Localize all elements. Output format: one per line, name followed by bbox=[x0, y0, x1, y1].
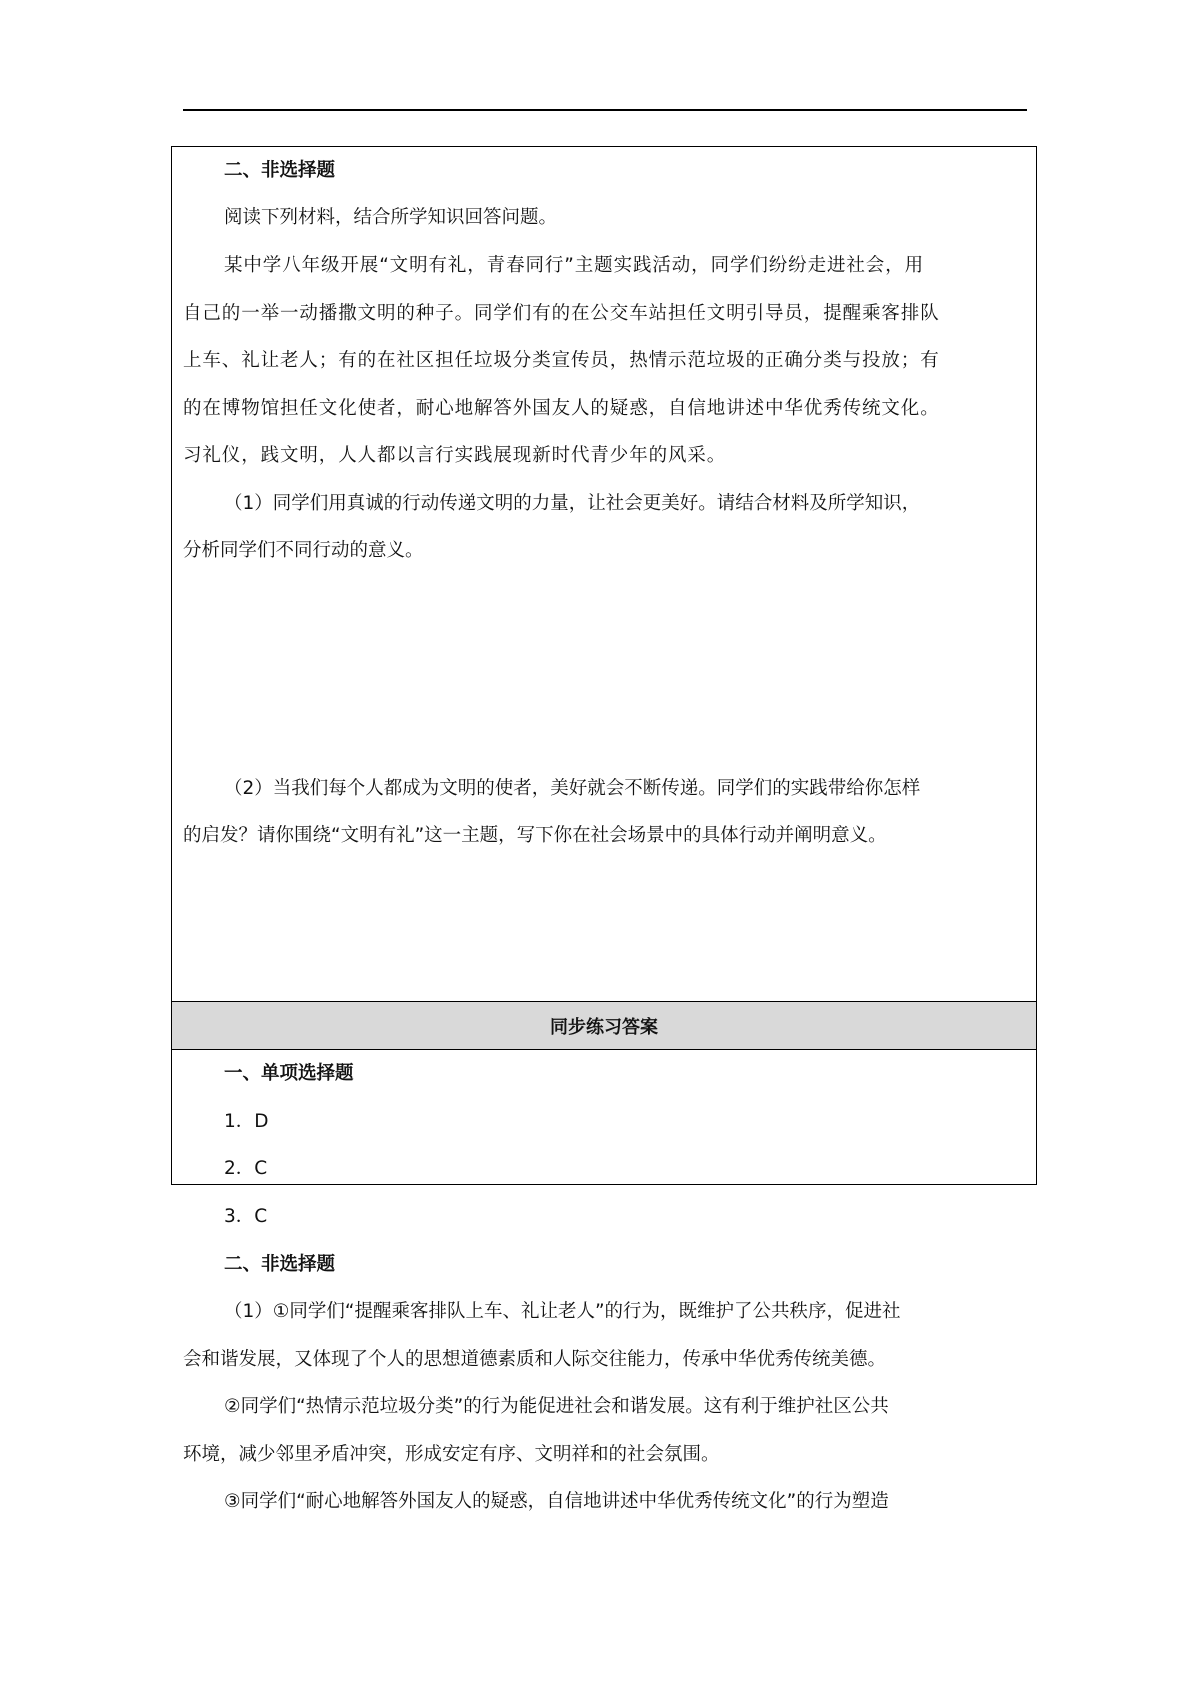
answer-line: ②同学们“热情示范垃圾分类”的行为能促进社会和谐发展。这有利于维护社区公共 bbox=[224, 1396, 889, 1417]
material-line: 的在博物馆担任文化使者，耐心地解答外国友人的疑惑，自信地讲述中华优秀传统文化。 bbox=[183, 398, 940, 419]
answer-key-title: 同步练习答案 bbox=[172, 1002, 1036, 1050]
answer-choice-item: 2．C bbox=[224, 1158, 268, 1179]
material-line: 上车、礼让老人；有的在社区担任垃圾分类宣传员，热情示范垃圾的正确分类与投放；有 bbox=[183, 350, 940, 371]
answer-choice-item: 3．C bbox=[224, 1206, 268, 1227]
section-heading-nonchoice: 二、非选择题 bbox=[224, 160, 336, 181]
header-rule bbox=[183, 109, 1027, 111]
instruction-text: 阅读下列材料，结合所学知识回答问题。 bbox=[224, 207, 558, 228]
answer-section-heading-nonchoice: 二、非选择题 bbox=[224, 1254, 336, 1275]
worksheet-table bbox=[171, 146, 1037, 1185]
answer-line: （1）①同学们“提醒乘客排队上车、礼让老人”的行为，既维护了公共秩序，促进社 bbox=[224, 1301, 901, 1322]
answer-line: 会和谐发展，又体现了个人的思想道德素质和人际交往能力，传承中华优秀传统美德。 bbox=[183, 1349, 887, 1370]
question-2-line: （2）当我们每个人都成为文明的使者，美好就会不断传递。同学们的实践带给你怎样 bbox=[224, 778, 921, 799]
material-line: 自己的一举一动播撒文明的种子。同学们有的在公交车站担任文明引导员，提醒乘客排队 bbox=[183, 303, 940, 324]
question-1-line: 分析同学们不同行动的意义。 bbox=[183, 540, 424, 561]
answer-line: 环境，减少邻里矛盾冲突，形成安定有序、文明祥和的社会氛围。 bbox=[183, 1444, 720, 1465]
answer-line: ③同学们“耐心地解答外国友人的疑惑，自信地讲述中华优秀传统文化”的行为塑造 bbox=[224, 1491, 889, 1512]
material-line: 某中学八年级开展“文明有礼，青春同行”主题实践活动，同学们纷纷走进社会，用 bbox=[224, 255, 924, 276]
question-1-line: （1）同学们用真诚的行动传递文明的力量，让社会更美好。请结合材料及所学知识， bbox=[224, 493, 921, 514]
answer-section-heading-choice: 一、单项选择题 bbox=[224, 1063, 354, 1084]
material-line: 习礼仪，践文明，人人都以言行实践展现新时代青少年的风采。 bbox=[183, 445, 727, 466]
question-2-line: 的启发？请你围绕“文明有礼”这一主题，写下你在社会场景中的具体行动并阐明意义。 bbox=[183, 825, 887, 846]
answer-choice-item: 1．D bbox=[224, 1111, 269, 1132]
